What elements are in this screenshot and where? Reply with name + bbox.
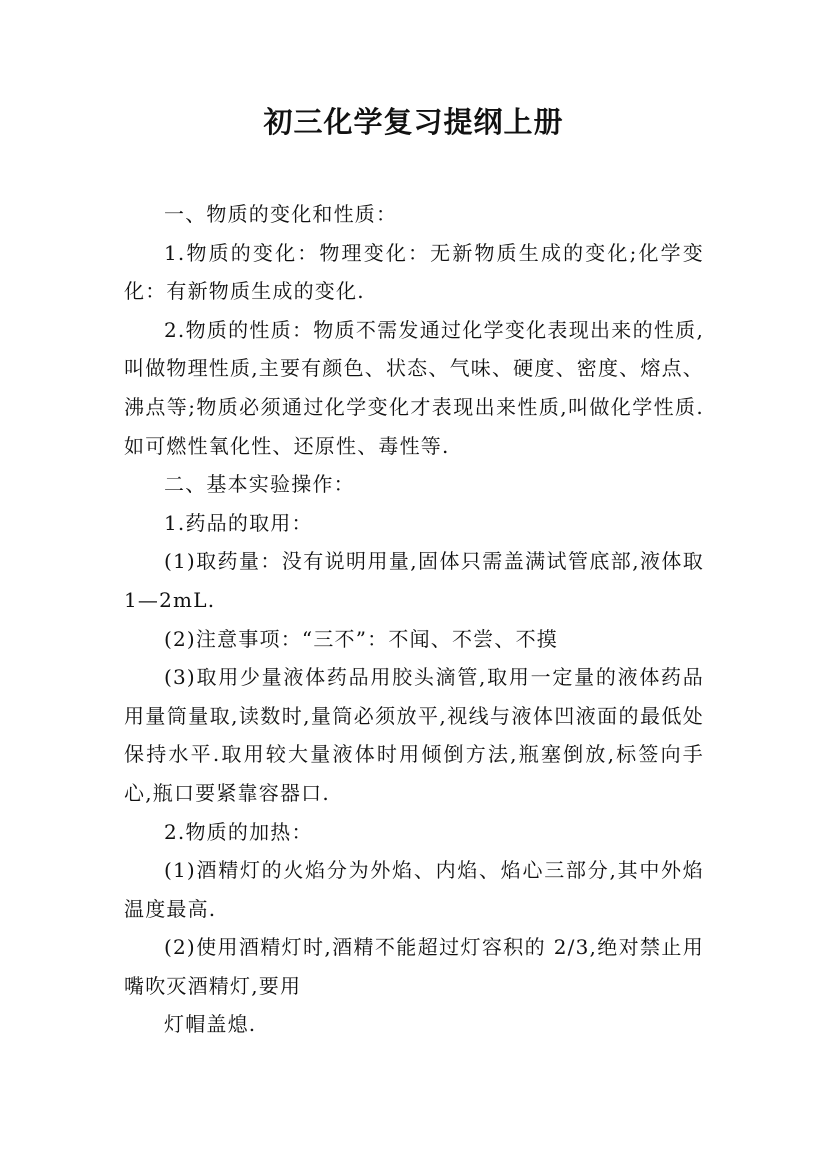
paragraph-liquid-handling: (3)取用少量液体药品用胶头滴管,取用一定量的液体药品用量筒量取,读数时,量筒必须放平,视线与液体凹液面的最低处保持水平.取用较大量液体时用倾倒方法,瓶塞倒放,标签向手心,瓶口要紧靠容器口. [124, 665, 704, 805]
section-heading-1: 一、物质的变化和性质： [164, 202, 398, 226]
section-heading-2: 二、基本实验操作： [164, 472, 355, 497]
document-body [124, 195, 704, 1044]
paragraph-dosage: (1)取药量：没有说明用量,固体只需盖满试管底部,液体取 1—2mL. [124, 549, 704, 612]
paragraph-properties: 2.物质的性质：物质不需发通过化学变化表现出来的性质,叫做物理性质,主要有颜色、状态、气味、硬度、密度、熔点、沸点等;物质必须通过化学变化才表现出来性质,叫做化学性质.如可燃性氧化性、还原性、毒性等. [124, 317, 704, 458]
paragraph-flame: (1)酒精灯的火焰分为外焰、内焰、焰心三部分,其中外焰温度最高. [124, 858, 704, 921]
paragraph-lamp-cap: 灯帽盖熄. [164, 1012, 257, 1037]
paragraph-alcohol-lamp: (2)使用酒精灯时,酒精不能超过灯容积的 2/3,绝对禁止用嘴吹灭酒精灯,要用 [124, 935, 704, 998]
paragraph-precautions: (2)注意事项：“三不”：不闻、不尝、不摸 [164, 626, 558, 651]
subheading-reagent-use: 1.药品的取用： [164, 510, 313, 535]
subheading-heating: 2.物质的加热： [164, 819, 313, 844]
document-title: 初三化学复习提纲上册 [263, 105, 564, 139]
paragraph-physical-chemical-change: 1.物质的变化：物理变化：无新物质生成的变化;化学变化：有新物质生成的变化. [124, 240, 704, 304]
